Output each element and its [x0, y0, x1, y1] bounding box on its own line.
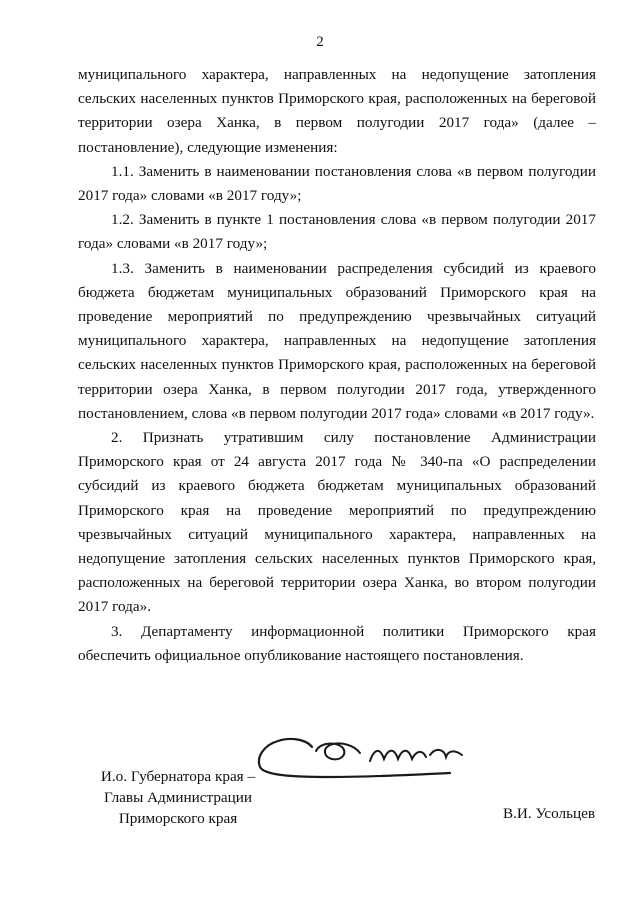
signer-title-line: И.о. Губернатора края –	[100, 768, 256, 785]
signer-title-line: Главы Администрации	[103, 789, 253, 806]
signature-block	[0, 735, 640, 835]
paragraph-item-3: 3. Департаменту информационной политики Приморского края обеспечить официальное опубликование настоящего постановления.	[78, 622, 596, 664]
paragraph-item-2: 2. Признать утратившим силу постановление Администрации Приморского края от 24 августа 2017 года № 340-па «О распределении субсидий из краевого бюджета бюджетам муниципальных образований Приморского края на проведение мероприятий по предупреждению чрезвычайных ситуаций муниципального характера, направленных на недопущение затопления сельских населенных пунктов Приморского края, расположенных на береговой территории озера Ханка, во втором полугодии 2017 года».	[78, 429, 596, 616]
handwritten-signature	[250, 735, 480, 785]
paragraph-item-1-2: 1.2. Заменить в пункте 1 постановления слова «в первом полугодии 2017 года» словами «в 2017 году»;	[78, 211, 596, 253]
paragraph-item-1-1: 1.1. Заменить в наименовании постановления слова «в первом полугодии 2017 года» словами «в 2017 году»;	[78, 162, 596, 205]
signer-name: В.И. Усольцев	[503, 805, 596, 822]
signer-title	[78, 766, 278, 829]
page-number: 2	[316, 34, 324, 50]
document-body	[78, 63, 596, 668]
paragraph-item-1-3: 1.3. Заменить в наименовании распределения субсидий из краевого бюджета бюджетам муниципальных образований Приморского края на проведение мероприятий по предупреждению чрезвычайных ситуаций муниципального характера, направленных на недопущение затопления сельских населенных пунктов Приморского края, расположенных на береговой территории озера Ханка, в первом полугодии 2017 года, утвержденного постановлением, слова «в первом полугодии 2017 года» словами «в 2017 году».	[78, 259, 596, 422]
paragraph-continuation: муниципального характера, направленных на недопущение затопления сельских населенных пунктов Приморского края, расположенных на береговой территории озера Ханка, в первом полугодии 2017 года» (далее – постановление), следующие изменения:	[78, 66, 596, 156]
signer-title-line: Приморского края	[118, 810, 238, 827]
